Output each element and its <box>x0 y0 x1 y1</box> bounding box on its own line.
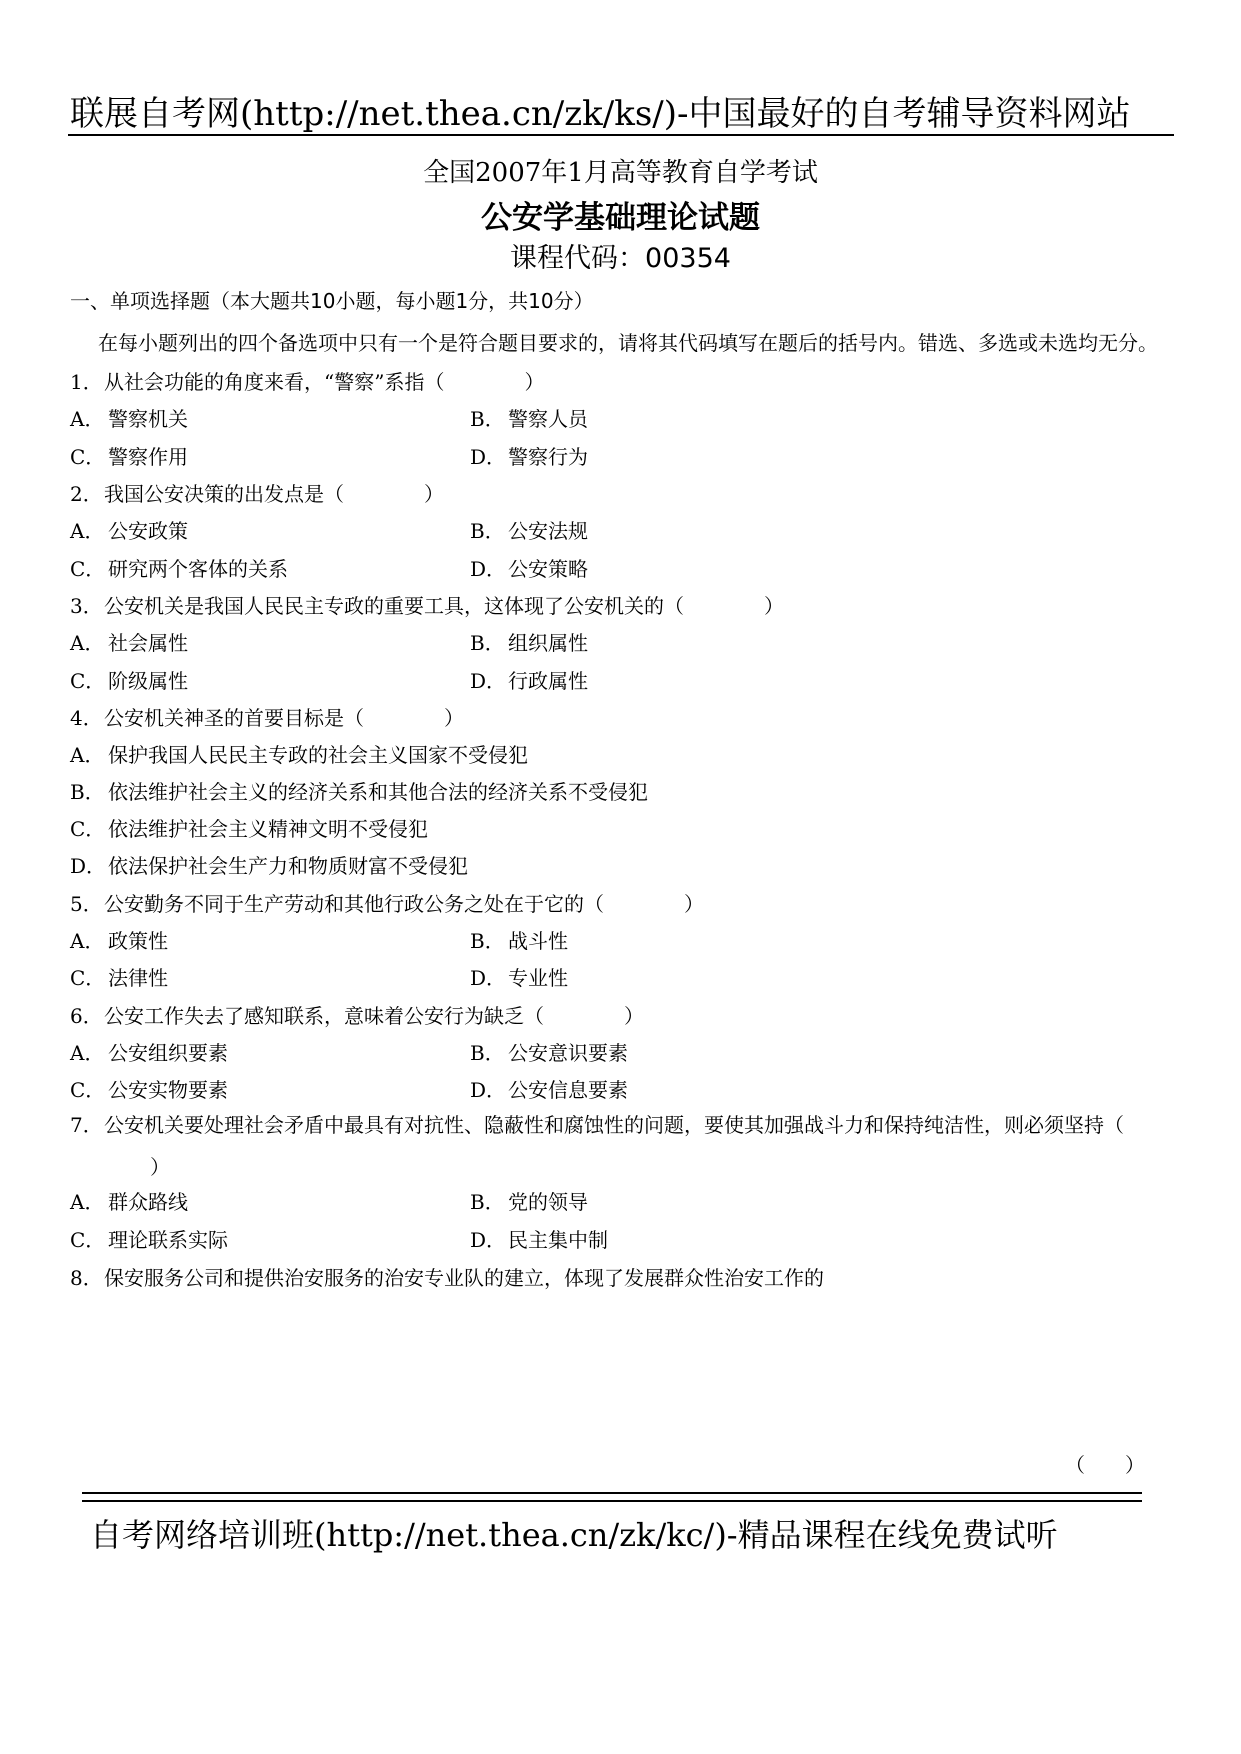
option-text: 公安法规 <box>508 519 588 543</box>
option-a <box>70 1037 228 1066</box>
option-text: 公安组织要素 <box>108 1041 228 1065</box>
option-a <box>70 739 528 768</box>
option-letter: D． <box>70 854 107 878</box>
option-letter: C． <box>70 445 106 469</box>
question-stem: 从社会功能的角度来看，“警察”系指（ <box>104 370 445 394</box>
option-text: 保护我国人民民主专政的社会主义国家不受侵犯 <box>108 743 528 767</box>
option-letter: C． <box>70 669 106 693</box>
question-number: 4． <box>70 706 103 730</box>
option-text: 政策性 <box>108 929 168 953</box>
option-c <box>70 441 188 470</box>
option-text: 研究两个客体的关系 <box>108 557 288 581</box>
option-letter: B． <box>470 1190 505 1214</box>
question-stem: 公安机关是我国人民民主专政的重要工具，这体现了公安机关的（ <box>104 594 684 618</box>
question-number: 5． <box>70 892 103 916</box>
option-text: 依法维护社会主义精神文明不受侵犯 <box>108 817 428 841</box>
question-stem: 公安勤务不同于生产劳动和其他行政公务之处在于它的（ <box>104 892 604 916</box>
option-b <box>470 403 588 432</box>
question-stem: 公安机关神圣的首要目标是（ <box>104 706 364 730</box>
option-letter: B． <box>470 631 505 655</box>
section-heading: 一、单项选择题（本大题共10小题，每小题1分，共10分） <box>70 289 594 313</box>
question-number: 8． <box>70 1266 103 1290</box>
option-letter: A． <box>70 1041 105 1065</box>
option-letter: D． <box>470 1228 507 1252</box>
exam-session: 全国2007年1月高等教育自学考试 <box>423 158 818 188</box>
question-8 <box>70 1262 824 1291</box>
option-letter: A． <box>70 631 105 655</box>
option-a <box>70 403 188 432</box>
option-text: 警察人员 <box>508 407 588 431</box>
answer-bracket-close: ） <box>764 594 784 618</box>
option-text: 社会属性 <box>108 631 188 655</box>
option-text: 行政属性 <box>508 669 588 693</box>
option-text: 警察作用 <box>108 445 188 469</box>
option-letter: C． <box>70 817 106 841</box>
option-letter: D． <box>470 557 507 581</box>
option-letter: B． <box>470 929 505 953</box>
site-footer-banner: 自考网络培训班(http://net.thea.cn/zk/kc/)-精品课程在线免费试听 <box>90 1516 1058 1554</box>
option-letter: B． <box>470 407 505 431</box>
option-c <box>70 665 188 694</box>
question-2 <box>70 478 444 507</box>
question-1 <box>70 366 544 395</box>
option-letter: B． <box>470 519 505 543</box>
option-letter: D． <box>470 669 507 693</box>
option-letter: A． <box>70 1190 105 1214</box>
section-instructions: 在每小题列出的四个备选项中只有一个是符合题目要求的，请将其代码填写在题后的括号内。错选、多选或未选均无分。 <box>98 331 1158 355</box>
option-text: 组织属性 <box>508 631 588 655</box>
option-text: 法律性 <box>108 966 168 990</box>
option-text: 公安信息要素 <box>508 1078 628 1102</box>
question-stem: 公安工作失去了感知联系，意味着公安行为缺乏（ <box>104 1004 544 1028</box>
option-letter: B． <box>70 780 105 804</box>
question-number: 2． <box>70 482 103 506</box>
option-d <box>470 441 588 470</box>
option-d <box>470 665 588 694</box>
option-text: 依法保护社会生产力和物质财富不受侵犯 <box>108 854 468 878</box>
option-b <box>470 925 568 954</box>
exam-title: 公安学基础理论试题 <box>481 200 760 236</box>
option-text: 公安实物要素 <box>108 1078 228 1102</box>
answer-bracket-close: ） <box>150 1155 170 1179</box>
option-a <box>70 925 168 954</box>
option-text: 公安策略 <box>508 557 588 581</box>
option-letter: A． <box>70 929 105 953</box>
question-3 <box>70 590 784 619</box>
option-c <box>70 962 168 991</box>
option-b <box>470 627 588 656</box>
option-d <box>470 553 588 582</box>
question-number: 6． <box>70 1004 103 1028</box>
answer-bracket: （ ） <box>1065 1453 1145 1477</box>
question-7 <box>70 1104 1180 1188</box>
option-text: 专业性 <box>508 966 568 990</box>
option-b <box>470 1037 628 1066</box>
answer-bracket-close: ） <box>624 1004 644 1028</box>
answer-bracket-close: ） <box>524 370 545 394</box>
option-a <box>70 627 188 656</box>
option-c <box>70 1074 228 1103</box>
option-letter: C． <box>70 1078 106 1102</box>
option-d <box>470 962 568 991</box>
option-letter: A． <box>70 519 105 543</box>
question-number: 7． <box>70 1113 103 1137</box>
option-letter: C． <box>70 557 106 581</box>
option-text: 群众路线 <box>108 1190 188 1214</box>
header-divider <box>68 134 1174 136</box>
option-letter: D． <box>470 445 507 469</box>
option-text: 公安政策 <box>108 519 188 543</box>
question-stem: 公安机关要处理社会矛盾中最具有对抗性、隐蔽性和腐蚀性的问题，要使其加强战斗力和保持纯洁性，则必须坚持（ <box>104 1113 1124 1137</box>
option-letter: A． <box>70 407 105 431</box>
option-text: 理论联系实际 <box>108 1228 228 1252</box>
option-d <box>470 1074 628 1103</box>
option-c <box>70 1224 228 1253</box>
option-letter: A． <box>70 743 105 767</box>
option-text: 警察行为 <box>508 445 588 469</box>
option-a <box>70 515 188 544</box>
question-6 <box>70 1000 644 1029</box>
option-letter: C． <box>70 966 106 990</box>
option-d <box>70 850 468 879</box>
option-text: 警察机关 <box>108 407 188 431</box>
question-number: 1． <box>70 370 103 394</box>
question-5 <box>70 888 704 917</box>
question-4 <box>70 702 464 731</box>
question-stem: 我国公安决策的出发点是（ <box>104 482 344 506</box>
option-b <box>70 776 648 805</box>
option-letter: D． <box>470 966 507 990</box>
answer-bracket-close: ） <box>444 706 464 730</box>
question-stem: 保安服务公司和提供治安服务的治安专业队的建立，体现了发展群众性治安工作的 <box>104 1266 824 1290</box>
option-letter: D． <box>470 1078 507 1102</box>
footer-divider <box>82 1492 1142 1502</box>
option-letter: C． <box>70 1228 106 1252</box>
option-text: 民主集中制 <box>508 1228 608 1252</box>
option-b <box>470 515 588 544</box>
option-a <box>70 1186 188 1215</box>
answer-bracket-close: ） <box>684 892 704 916</box>
option-text: 党的领导 <box>508 1190 588 1214</box>
option-letter: B． <box>470 1041 505 1065</box>
course-code: 课程代码：00354 <box>510 243 731 274</box>
answer-bracket-close: ） <box>424 482 444 506</box>
option-d <box>470 1224 608 1253</box>
question-number: 3． <box>70 594 103 618</box>
option-text: 阶级属性 <box>108 669 188 693</box>
site-header-banner: 联展自考网(http://net.thea.cn/zk/ks/)-中国最好的自考辅导资料网站 <box>70 94 1131 134</box>
option-b <box>470 1186 588 1215</box>
option-c <box>70 813 428 842</box>
option-c <box>70 553 288 582</box>
option-text: 战斗性 <box>508 929 568 953</box>
option-text: 依法维护社会主义的经济关系和其他合法的经济关系不受侵犯 <box>108 780 648 804</box>
option-text: 公安意识要素 <box>508 1041 628 1065</box>
